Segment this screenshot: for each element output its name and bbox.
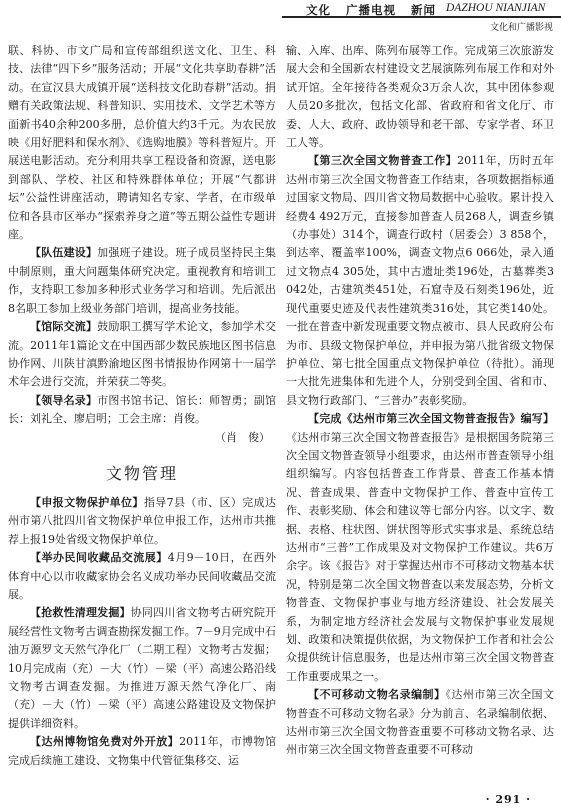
apply-protection-text: 指导7县（市、区）完成达州市第八批四川省文物保护单位申报工作，达州市共推荐上报19处省级文物保护单位。 <box>8 495 277 546</box>
page-header <box>0 0 561 40</box>
report-text: 《达州市第三次全国文物普查报告》是根据国务院第三次全国文物普查领导小组要求，由达州市普查领导小组组织编写。内容包括普查工作背景、普查工作基本情况、普查成果、普查中文物保护工作、普查中宣传工作、表彰奖励、体会和建议等七部分内容。以文字、数据、表格、柱状图、饼状图等形式实事求是、系统总结达州市“三普”工作成果及对文物保护工作建议。共6万余字。该《报告》对于掌握达州市不可移动文物基本状况，特别是第二次全国文物普查以来发展态势，分析文物普查、文物保护事业与地方经济建设、社会发展关系，为制定地方经济社会发展与文物保护事业发展规划、政策和决策提供依据，为文物保护工作者和社会公众提供统计信息服务，也是达州市第三次全国文物普查工作重要成果之一。 <box>286 430 554 683</box>
author-signature: （肖 俊） <box>215 430 270 444</box>
museum-opening-label: 【达州博物馆免费对外开放】 <box>30 735 180 749</box>
leaders-label: 【领导名录】 <box>30 393 98 407</box>
rescue-excavation-text: 协同四川省文物考古研究院开展经营性文物考古调查勘探发掘工作。7－9月完成中石油万源罗文天然气净化厂（二期工程）文物考古发掘；10月完成南（充）－大（竹）－梁（平）高速公路沿线文物考古调查发掘。为推进万源天然气净化厂、南（充）－大（竹）－梁（平）高速公路建设及文物保护提供详细资料。 <box>8 606 277 730</box>
team-building-paragraph <box>8 244 276 318</box>
survey-paragraph <box>286 152 554 410</box>
museum-opening-text: 2011年，市博物馆完成后续施工建设、文物集中代管征集移交、运 <box>8 735 277 767</box>
relic-list-paragraph <box>286 686 554 760</box>
header-rule-2 <box>282 17 561 18</box>
library-exchange-label: 【馆际交流】 <box>30 320 98 334</box>
library-exchange-text: 鼓励职工撰写学术论文，参加学术交流。2011年1篇论文在中国西部少数民族地区图书信息协作网、川陕甘滇黔渝地区图书情报协作网第十一届学术年会进行交流，并荣获二等奖。 <box>8 320 277 389</box>
header-subtitle: 文化和广播影视 <box>489 23 553 33</box>
relic-list-text: 《达州市第三次全国文物普查不可移动文物名录》分为前言、名录编制依据、达州市第三次全国文物普查重要不可移动文物名录、达州市第三次全国文物普查重要不可移动 <box>286 688 555 757</box>
relic-list-label: 【不可移动文物名录编制】 <box>308 688 446 702</box>
leaders-paragraph <box>8 392 276 429</box>
rescue-excavation-paragraph <box>8 604 276 733</box>
folk-collection-text: 4月9－10日，在西外体育中心以市收藏家协会名义成功举办民间收藏品交流展。 <box>8 551 276 601</box>
page-number: · 291 · <box>485 793 531 806</box>
header-site-name: DAZHOU NIANJIAN <box>446 2 546 14</box>
folk-collection-label: 【举办民间收藏品交流展】 <box>30 551 168 565</box>
report-label: 【完成《达州市第三次全国文物普查报告》编写】 <box>308 412 554 426</box>
header-categories: 文化 广播电视 新闻 <box>306 3 437 17</box>
rescue-excavation-label: 【抢救性清理发掘】 <box>30 606 131 620</box>
team-building-label: 【队伍建设】 <box>30 246 98 260</box>
team-building-text: 加强班子建设。班子成员坚持民主集中制原则，重大问题集体研究决定。重视教育和培训工作，支持职工参加多种形式业务学习和培训。先后派出8名职工参加上级业务部门培训，提高业务技能。 <box>8 246 277 315</box>
survey-label: 【第三次全国文物普查工作】 <box>308 154 458 168</box>
folk-collection-paragraph <box>8 549 276 604</box>
report-paragraph <box>286 410 554 686</box>
leaders-text: 市图书馆书记、馆长：师智勇；副馆长：刘礼全、廖启明；工会主席：肖俊。 <box>8 393 277 426</box>
library-exchange-paragraph <box>8 318 276 392</box>
apply-protection-paragraph <box>8 494 276 549</box>
survey-text: 2011年，历时五年达州市第三次全国文物普查工作结束，各项数据指标通过国家文物局、四川省文物局数据中心验收。累计投入经费4 492万元，直接参加普查人员268人，调查乡镇（办事处）314个，调查行政村（居委会）3 858个，到达率、覆盖率100%，调查文物点6 066处，录入通过文物点4 305处，其中古遗址类196处，古墓葬类3 042处，古建筑类451处，石窟寺及石刻类196处，近现代重要史迹及代表性建筑类316处，其它类140处。一批在普查中新发现重要文物点被市、县人民政府公布为市、县级文物保护单位，并申报为第八批省级文物保护单位、第七批全国重点文物保护单位（待批）。涌现一大批先进集体和先进个人，分别受到全国、省和市、县文物行政部门、“三普办”表彰奖励。 <box>286 154 555 407</box>
right-column <box>286 42 554 760</box>
left-paragraph-1: 联、科协、市文广局和宣传部组织送文化、卫生、科技、法律“四下乡”服务活动；开展“文化共享助春耕”活动。在宣汉县大成镇开展“送科技文化助春耕”活动。捐赠有关政策法规、科普知识、实用技术、文学艺术等方面新书40余种200多册，总价值大约3千元。为农民放映《用好肥料和保水剂》、《选购地膜》等科普短片。开展送电影活动。充分利用共享工程设备和资源，送电影到部队、学校、社区和特殊群体单位；开展“气都讲坛”公益性讲座活动，聘请知名专家、学者，在市级单位和各县市区举办“探索养身之道”等五期公益性专题讲座。 <box>8 44 276 242</box>
apply-protection-label: 【申报文物保护单位】 <box>30 495 144 509</box>
left-column <box>8 42 276 770</box>
museum-opening-paragraph <box>8 733 276 770</box>
right-paragraph-1: 输、入库、出库、陈列布展等工作。完成第三次旅游发展大会和全国新农村建设文艺展演陈列布展工作和对外试开馆。全年接待各类观众3万余人次，其中团体参观人员20多批次，包括文化部、省政府和省文化厅、市委、人大、政府、政协领导和老干部、专家学者、环卫工人等。 <box>286 44 554 150</box>
section-title: 文物管理 <box>105 463 178 483</box>
